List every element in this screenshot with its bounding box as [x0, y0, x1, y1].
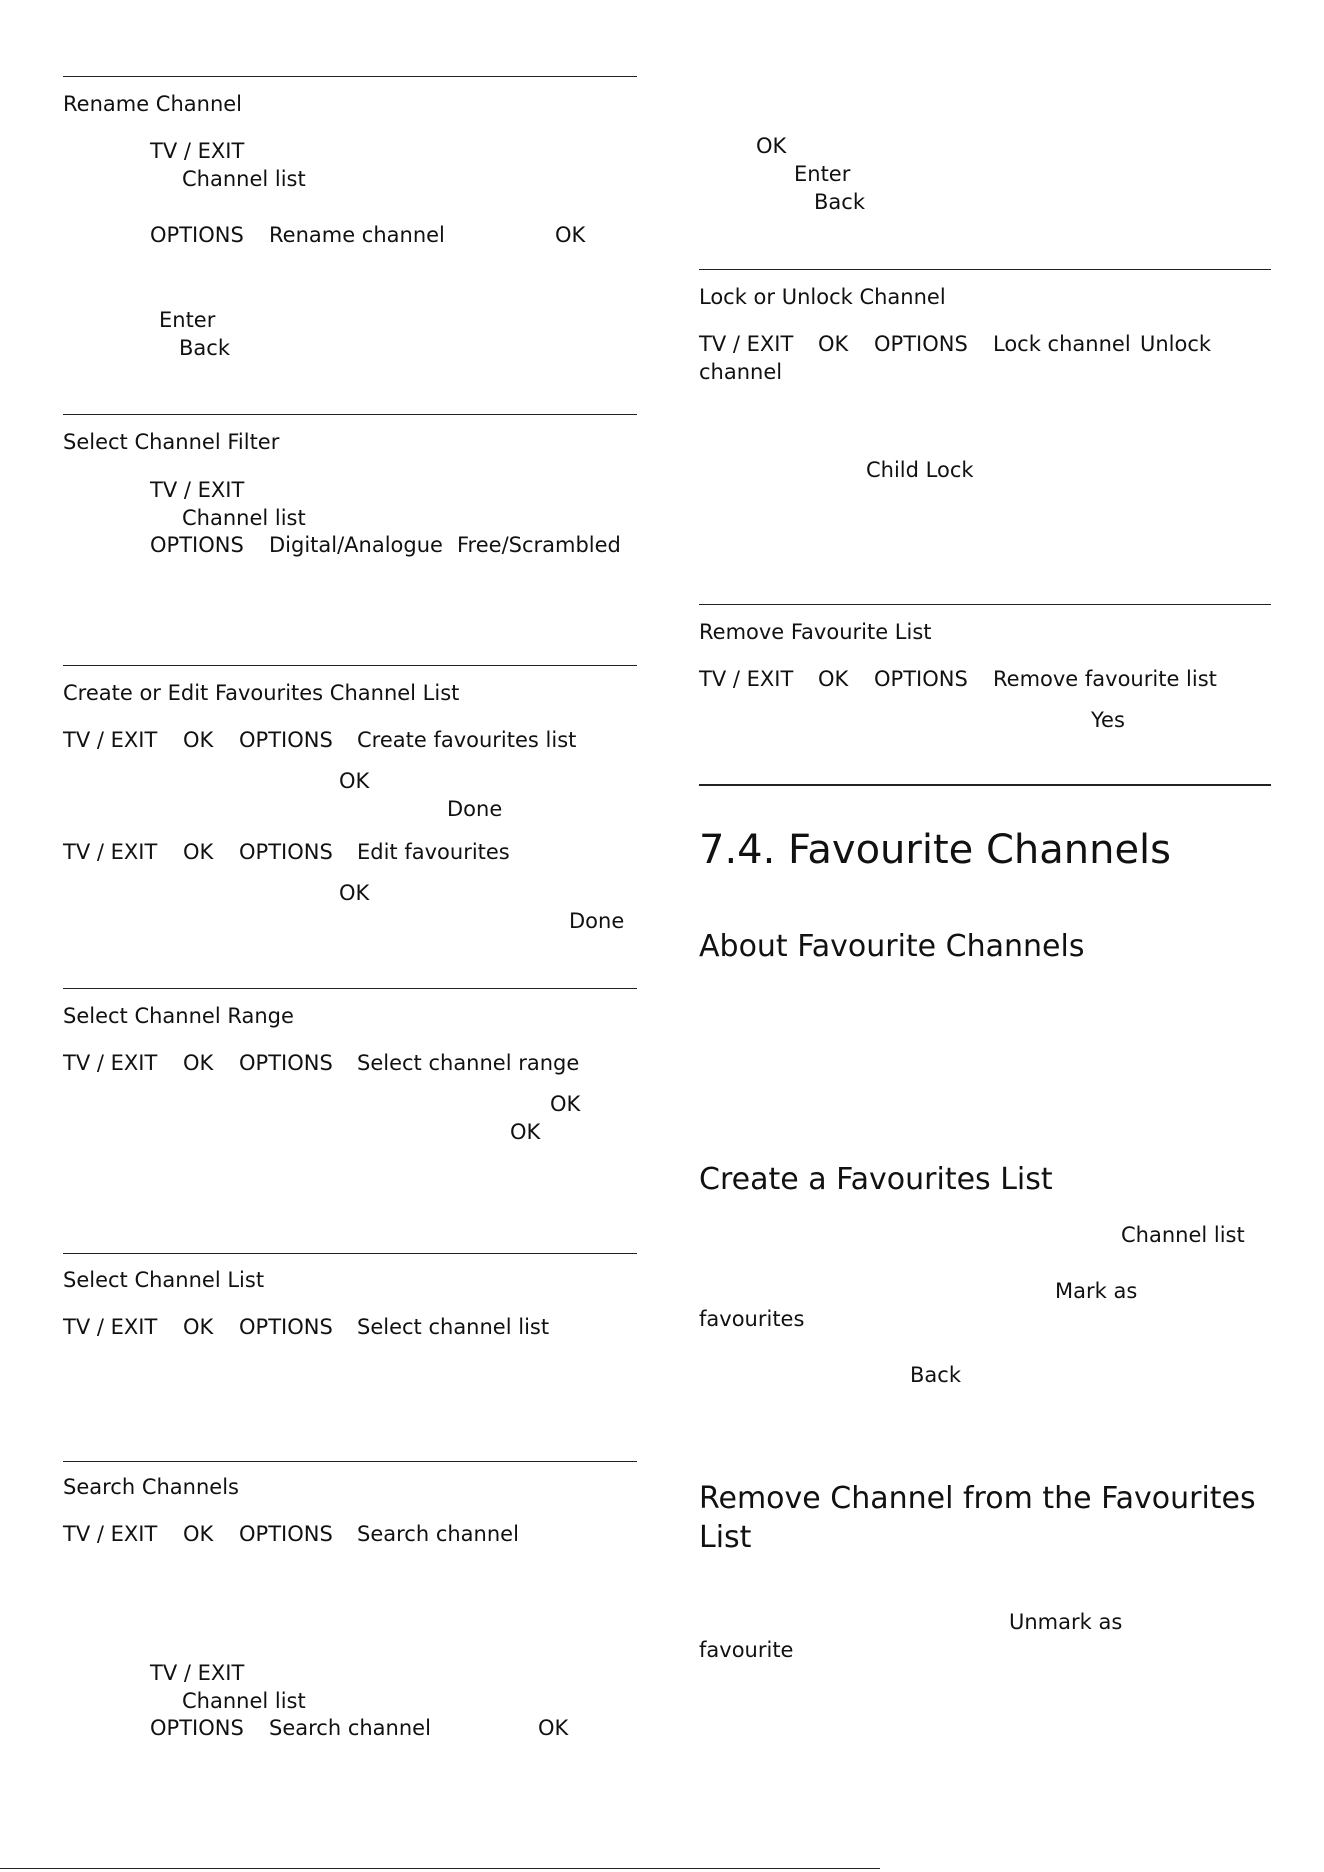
menu-digital-analogue: Digital/Analogue — [269, 533, 443, 557]
key-tv-exit: TV / EXIT — [150, 1661, 245, 1685]
key-tv-exit: TV / EXIT — [63, 1051, 158, 1075]
menu-free-scrambled: Free/Scrambled — [457, 533, 621, 557]
divider — [63, 665, 637, 666]
menu-favourite: favourite — [699, 1638, 794, 1662]
key-ok: OK — [555, 223, 586, 247]
key-ok: OK — [818, 332, 849, 356]
menu-mark-as: Mark as — [1055, 1279, 1138, 1303]
key-back: Back — [179, 336, 230, 360]
key-ok: OK — [818, 667, 849, 691]
key-options: OPTIONS — [874, 332, 968, 356]
section-title-create-edit-favourites: Create or Edit Favourites Channel List — [63, 681, 460, 705]
key-tv-exit: TV / EXIT — [63, 840, 158, 864]
menu-search-channel: Search channel — [269, 1716, 431, 1740]
divider — [699, 784, 1271, 786]
key-tv-exit: TV / EXIT — [699, 667, 794, 691]
footer-divider — [0, 1868, 880, 1869]
key-ok: OK — [183, 840, 214, 864]
menu-favourites: favourites — [699, 1307, 805, 1331]
key-options: OPTIONS — [150, 223, 244, 247]
key-options: OPTIONS — [239, 1051, 333, 1075]
section-title-lock-unlock-channel: Lock or Unlock Channel — [699, 285, 946, 309]
key-tv-exit: TV / EXIT — [63, 1315, 158, 1339]
menu-channel-list: Channel list — [182, 167, 306, 191]
menu-rename-channel: Rename channel — [269, 223, 445, 247]
menu-select-channel-range: Select channel range — [357, 1051, 580, 1075]
key-options: OPTIONS — [239, 1522, 333, 1546]
section-title-select-channel-list: Select Channel List — [63, 1268, 265, 1292]
section-title-select-channel-range: Select Channel Range — [63, 1004, 294, 1028]
key-back: Back — [814, 190, 865, 214]
subheading-remove-channel-line1: Remove Channel from the Favourites — [699, 1481, 1256, 1516]
key-ok: OK — [183, 1522, 214, 1546]
menu-select-channel-list: Select channel list — [357, 1315, 550, 1339]
key-ok: OK — [339, 881, 370, 905]
key-enter: Enter — [159, 308, 216, 332]
divider — [699, 604, 1271, 605]
key-tv-exit: TV / EXIT — [63, 728, 158, 752]
menu-unlock-channel: channel — [699, 360, 783, 384]
key-back: Back — [910, 1363, 961, 1387]
key-tv-exit: TV / EXIT — [150, 478, 245, 502]
section-title-search-channels: Search Channels — [63, 1475, 239, 1499]
divider — [63, 414, 637, 415]
menu-channel-list: Channel list — [1121, 1223, 1245, 1247]
menu-done: Done — [447, 797, 503, 821]
key-options: OPTIONS — [239, 1315, 333, 1339]
menu-done: Done — [569, 909, 625, 933]
key-ok: OK — [510, 1120, 541, 1144]
key-ok: OK — [538, 1716, 569, 1740]
key-options: OPTIONS — [239, 840, 333, 864]
menu-edit-favourites: Edit favourites — [357, 840, 510, 864]
key-options: OPTIONS — [150, 533, 244, 557]
divider — [63, 1253, 637, 1254]
divider — [63, 76, 637, 77]
key-ok: OK — [550, 1092, 581, 1116]
key-tv-exit: TV / EXIT — [63, 1522, 158, 1546]
menu-remove-favourite-list: Remove favourite list — [993, 667, 1217, 691]
key-options: OPTIONS — [874, 667, 968, 691]
menu-search-channel: Search channel — [357, 1522, 519, 1546]
divider — [699, 269, 1271, 270]
key-tv-exit: TV / EXIT — [150, 139, 245, 163]
key-options: OPTIONS — [150, 1716, 244, 1740]
menu-channel-list: Channel list — [182, 1689, 306, 1713]
subheading-about-favourite-channels: About Favourite Channels — [699, 929, 1085, 964]
key-ok: OK — [183, 1051, 214, 1075]
key-enter: Enter — [794, 162, 851, 186]
key-ok: OK — [756, 134, 787, 158]
subheading-create-favourites-list: Create a Favourites List — [699, 1162, 1053, 1197]
menu-channel-list: Channel list — [182, 506, 306, 530]
section-title-remove-favourite-list: Remove Favourite List — [699, 620, 932, 644]
divider — [63, 988, 637, 989]
menu-create-favourites-list: Create favourites list — [357, 728, 577, 752]
section-title-rename-channel: Rename Channel — [63, 92, 243, 116]
section-title-select-channel-filter: Select Channel Filter — [63, 430, 280, 454]
menu-unmark-as: Unmark as — [1009, 1610, 1123, 1634]
key-options: OPTIONS — [239, 728, 333, 752]
key-ok: OK — [339, 769, 370, 793]
key-ok: OK — [183, 728, 214, 752]
chapter-heading: 7.4. Favourite Channels — [699, 827, 1172, 873]
menu-yes: Yes — [1091, 708, 1125, 732]
divider — [63, 1461, 637, 1462]
key-tv-exit: TV / EXIT — [699, 332, 794, 356]
menu-child-lock: Child Lock — [866, 458, 974, 482]
menu-unlock: Unlock — [1140, 332, 1212, 356]
subheading-remove-channel-line2: List — [699, 1520, 752, 1555]
key-ok: OK — [183, 1315, 214, 1339]
menu-lock-channel: Lock channel — [993, 332, 1131, 356]
